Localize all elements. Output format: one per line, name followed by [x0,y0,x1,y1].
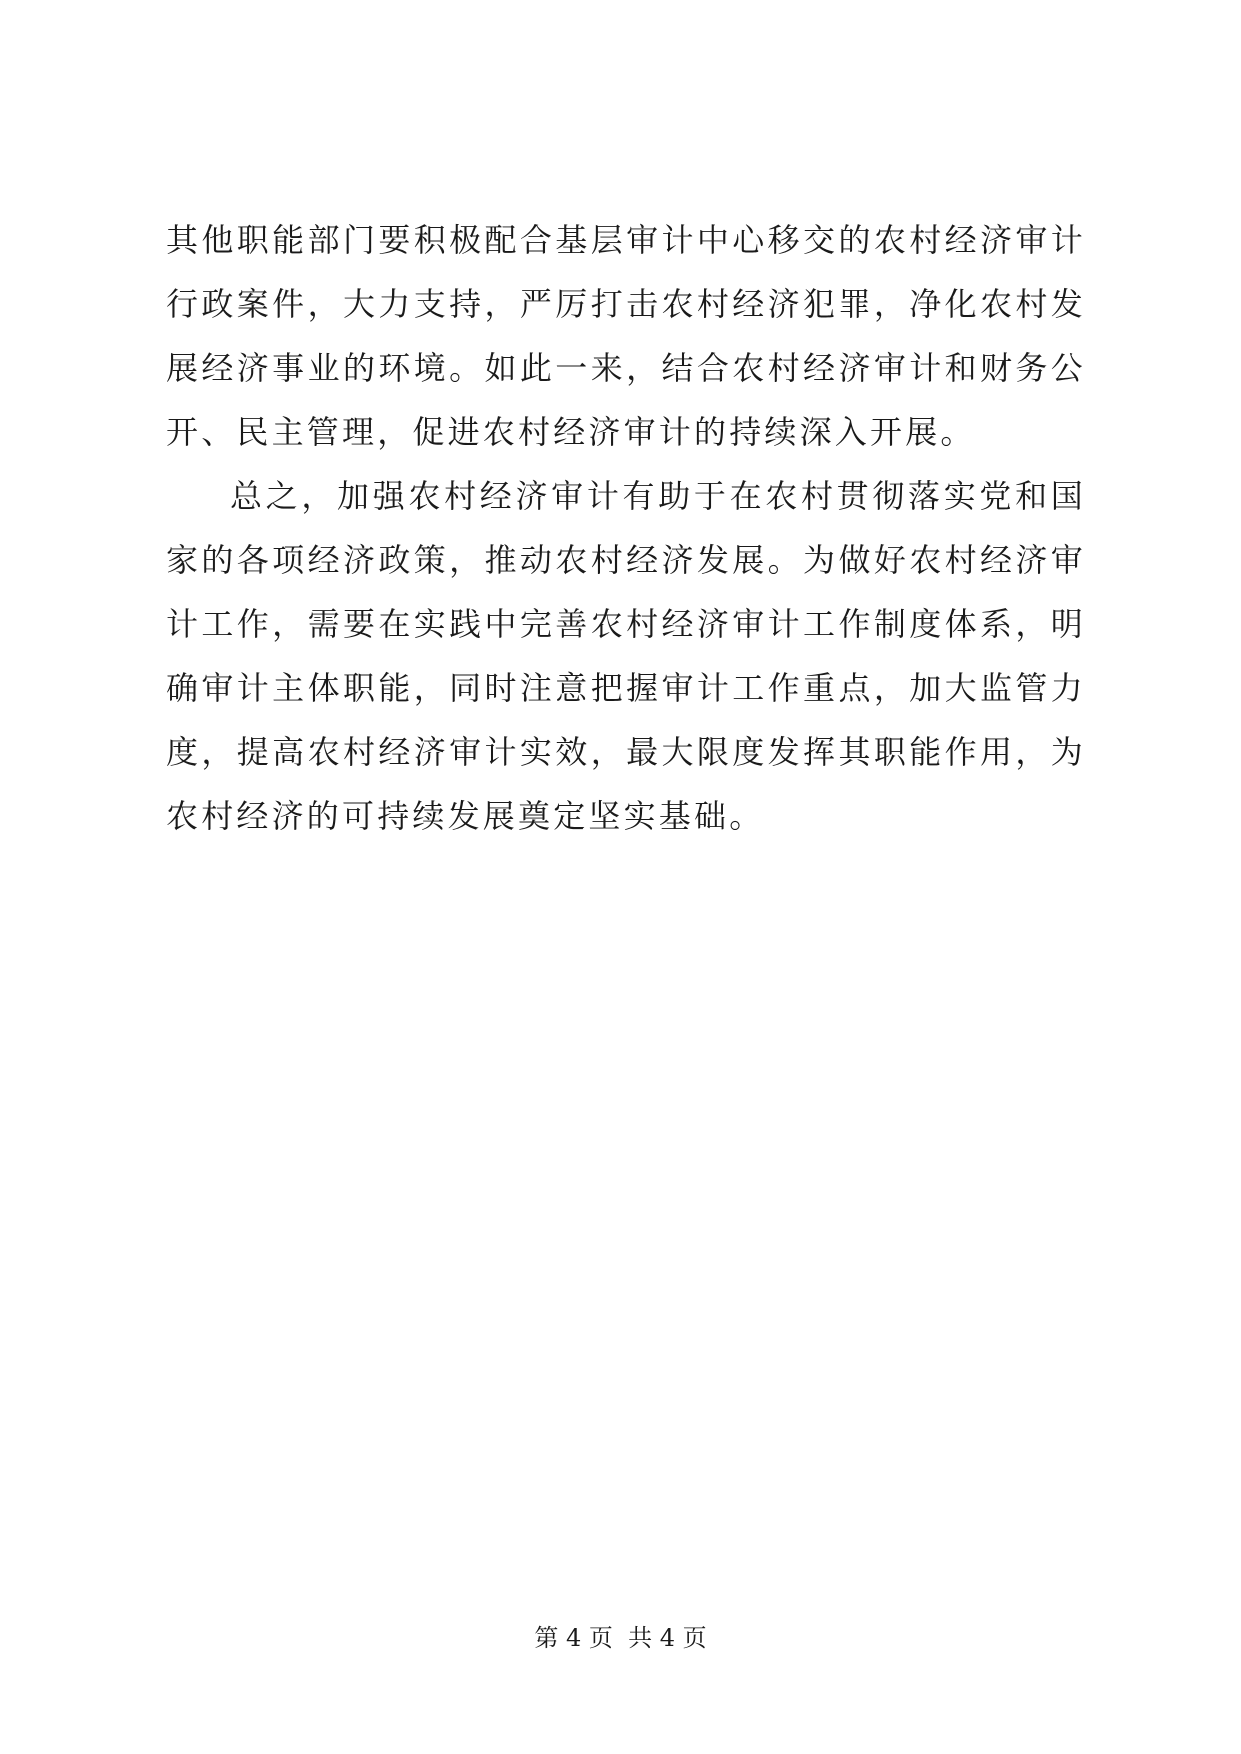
paragraph-1: 其他职能部门要积极配合基层审计中心移交的农村经济审计行政案件，大力支持，严厉打击农村经济犯罪，净化农村发展经济事业的环境。如此一来，结合农村经济审计和财务公开、民主管理，促进农村经济审计的持续深入开展。 [166,221,1086,451]
page-number-label: 第 4 页 共 4 页 [534,1624,707,1652]
paragraph-2: 总之，加强农村经济审计有助于在农村贯彻落实党和国家的各项经济政策，推动农村经济发展。为做好农村经济审计工作，需要在实践中完善农村经济审计工作制度体系，明确审计主体职能，同时注意把握审计工作重点，加大监管力度，提高农村经济审计实效，最大限度发挥其职能作用，为农村经济的可持续发展奠定坚实基础。 [166,477,1086,835]
page-footer [0,1623,1241,1653]
document-body [166,208,1086,848]
